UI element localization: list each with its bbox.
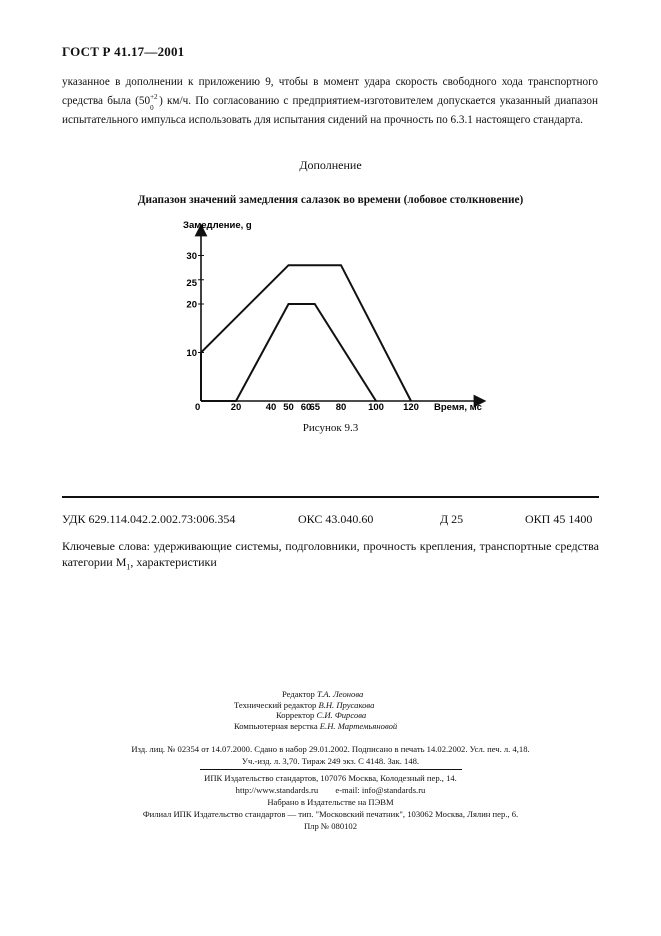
keywords-sub: 1 [126, 562, 131, 572]
figure-caption: Рисунок 9.3 [302, 422, 359, 434]
x-axis-label: Время, мс [434, 402, 482, 413]
keywords-tail: , характеристики [130, 555, 217, 569]
imprint-line2: Уч.-изд. л. 3,70. Тираж 249 экз. С 4148. Зак. 148. [241, 756, 420, 766]
credit-tech-editor: Технический редактор В.Н. Прусакова [234, 699, 375, 710]
x-tick-label: 100 [368, 402, 384, 413]
x-tick-label: 80 [335, 402, 347, 413]
supplement-heading: Дополнение [299, 158, 362, 172]
x-tick-label: 50 [283, 402, 294, 413]
x-tick-label: 40 [265, 402, 277, 413]
body-paragraph [62, 73, 598, 130]
keywords [62, 538, 599, 575]
y-tick-label: 10 [186, 348, 197, 359]
imprint-line5: Набрано в Издательстве на ПЭВМ [267, 797, 394, 807]
upper-boundary-line [201, 265, 411, 401]
d-code: Д 25 [440, 512, 464, 526]
tolerance-sub: 0 [150, 104, 154, 112]
document-header: ГОСТ Р 41.17—2001 [62, 44, 185, 59]
okp-code: ОКП 45 1400 [525, 512, 593, 526]
udk-code: УДК 629.114.042.2.002.73:006.354 [62, 512, 236, 526]
x-tick-label: 60 [300, 402, 312, 413]
credit-corrector: Корректор С.И. Фирсова [276, 710, 367, 720]
website-link[interactable]: http://www.standards.ru [235, 785, 319, 795]
imprint-line1: Изд. лиц. № 02354 от 14.07.2000. Сдано в набор 29.01.2002. Подписано в печать 14.02.2002. Усл. печ. л. 4,18. [131, 744, 530, 754]
tolerance-sup: +2 [150, 93, 158, 101]
credit-editor: Редактор Т.А. Леонова [282, 689, 364, 699]
paragraph-part1: указанное в дополнении к приложению 9, чтобы в момент удара скорость свободного хода транспортного средства была (50 [62, 76, 598, 107]
keywords-text: Ключевые слова: удерживающие системы, подголовники, прочность крепления, транспортные средства категории М [62, 539, 599, 569]
imprint-line7: Плр № 080102 [303, 821, 358, 831]
tolerance [150, 93, 159, 112]
imprint-line4 [0, 785, 661, 796]
imprint-line3: ИПК Издательство стандартов, 107076 Москва, Колодезный пер., 14. [204, 773, 457, 783]
credits [210, 689, 450, 731]
deceleration-chart [180, 212, 500, 418]
y-tick-label: 20 [186, 299, 197, 311]
y-axis-label: Замедление, g [183, 220, 252, 231]
lower-boundary-line [201, 304, 376, 401]
x-tick-label: 20 [230, 402, 242, 413]
x-tick-label: 120 [403, 402, 419, 413]
origin-label: 0 [195, 402, 201, 413]
imprint-line6: Филиал ИПК Издательство стандартов — тип. "Московский печатник", 103062 Москва, Лялин пер., 6. [142, 809, 519, 819]
x-tick-label: 65 [309, 402, 321, 413]
paragraph-part2: ) км/ч. По согласованию с предприятием-изготовителем допускается указанный диапазон испытательного импульса использовать для испытания сидений на прочность по 6.3.1 настоящего стандарта. [62, 95, 598, 126]
oks-code: ОКС 43.040.60 [298, 512, 374, 526]
credit-layout: Компьютерная верстка Е.Н. Мартемьяновой [234, 720, 398, 731]
y-tick-label: 30 [186, 251, 197, 262]
y-tick-label: 25 [186, 277, 197, 289]
email-link[interactable]: e-mail: info@standards.ru [335, 785, 426, 795]
imprint-rule [200, 769, 462, 770]
chart-title: Диапазон значений замедления салазок во времени (лобовое столкновение) [137, 194, 524, 206]
divider [62, 496, 599, 498]
